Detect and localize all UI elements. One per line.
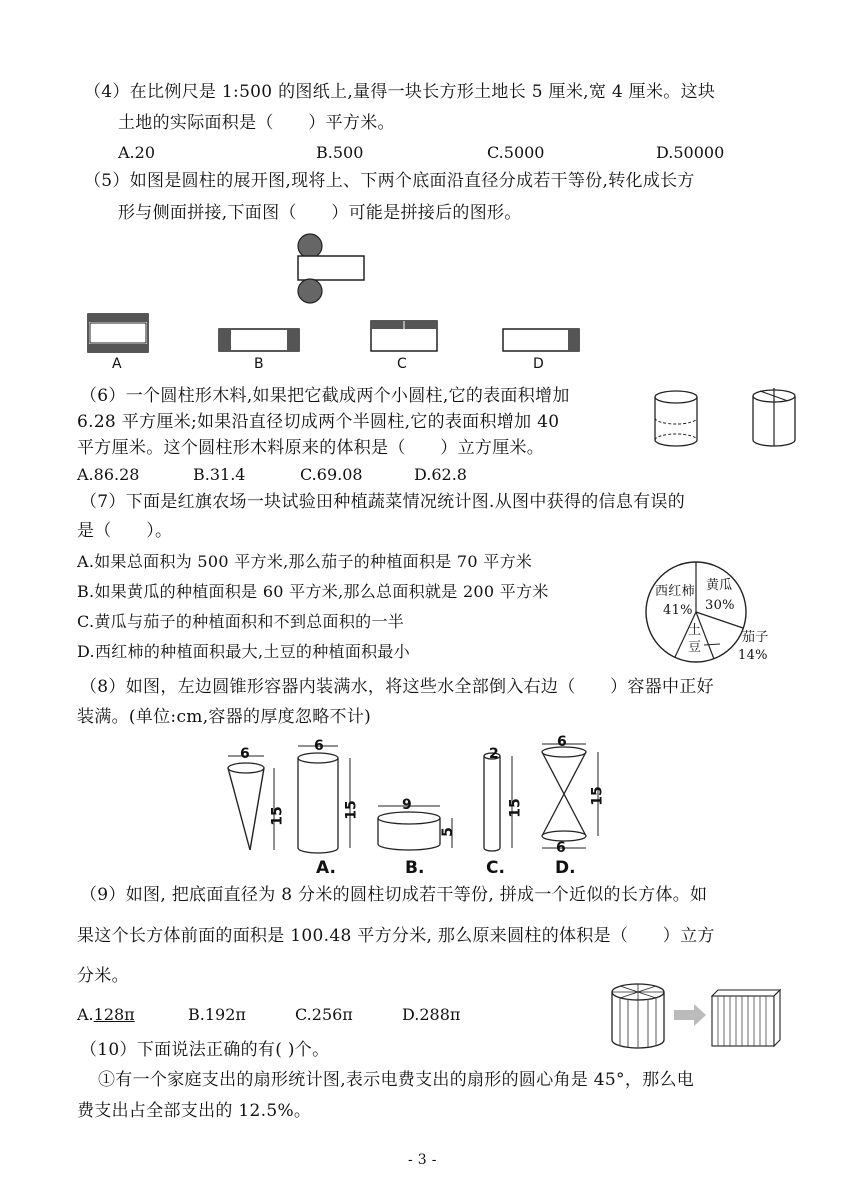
container-b-diameter-label: 9 (402, 797, 412, 813)
q7-option-b: B.如果黄瓜的种植面积是 60 平方米,那么总面积就是 200 平方米 (77, 582, 549, 601)
q8-line2: 装满。(单位:cm,容器的厚度忽略不计) (77, 707, 372, 727)
q4-option-d: D.50000 (656, 143, 725, 162)
cylinder-to-cuboid-figure (608, 982, 788, 1052)
q4-option-b: B.500 (316, 143, 364, 162)
q6-option-b: B.31.4 (193, 465, 246, 484)
container-c-diameter-label: 2 (489, 746, 499, 762)
q6-line1: （6）一个圆柱形木料,如果把它截成两个小圆柱,它的表面积增加 (80, 386, 570, 406)
cylinder-net-figure (290, 232, 370, 304)
pie-value-cucumber: 30% (705, 598, 735, 613)
q9-line3: 分米。 (77, 966, 129, 986)
q10-item1-line2: 费支出占全部支出的 12.5%。 (77, 1101, 312, 1121)
cone-diameter-label: 6 (240, 746, 250, 762)
q4-option-c: C.5000 (487, 143, 545, 162)
q9-option-a (77, 1004, 135, 1026)
pie-label-potato-2: 豆 (688, 640, 702, 655)
q5-figure-b (218, 328, 300, 352)
q5-line1: （5）如图是圆柱的展开图,现将上、下两个底面沿直径分成若干等份,转化成长方 (84, 171, 695, 191)
q4-option-a: A.20 (118, 143, 155, 162)
q5-line2: 形与侧面拼接,下面图（ ）可能是拼接后的图形。 (118, 203, 522, 223)
pie-label-eggplant: 茄子 (742, 630, 769, 645)
q7-option-d: D.西红柿的种植面积最大,土豆的种植面积最小 (77, 642, 411, 661)
pie-label-potato-1: 土 (688, 623, 702, 638)
q10-line1: （10）下面说法正确的有( )个。 (80, 1040, 330, 1060)
q7-line2: 是（ ）。 (77, 521, 173, 541)
q6-option-a: A.86.28 (77, 465, 140, 484)
q7-option-a: A.如果总面积为 500 平方米,那么茄子的种植面积是 70 平方米 (77, 552, 533, 571)
q5-figure-a (87, 313, 149, 353)
q9-line1: （9）如图, 把底面直径为 8 分米的圆柱切成若干等份, 拼成一个近似的长方体。如 (80, 885, 708, 905)
container-d-bottom-diameter-label: 6 (556, 840, 566, 856)
q5-figure-d (502, 328, 580, 352)
cylinder-horizontal-cut-figure (652, 388, 702, 450)
container-d-top-diameter-label: 6 (557, 734, 567, 750)
container-a-height-label: 15 (343, 800, 360, 820)
q6-option-c: C.69.08 (300, 465, 363, 484)
container-d-label: D. (555, 858, 576, 878)
q9-option-c: C.256π (295, 1005, 353, 1024)
cylinder-vertical-cut-figure (750, 386, 800, 450)
q9-option-a-value: 128π (93, 1005, 135, 1024)
q9-option-b: B.192π (188, 1005, 246, 1024)
cone-height-label: 15 (269, 806, 286, 826)
q5-figure-c (370, 320, 438, 352)
pie-label-tomato: 西红柿 (655, 584, 695, 599)
q4-line2: 土地的实际面积是（ ）平方米。 (118, 113, 395, 133)
container-c-label: C. (486, 858, 505, 878)
pie-value-eggplant: 14% (738, 648, 768, 663)
q8-line1: （8）如图，左边圆锥形容器内装满水，将这些水全部倒入右边（ ）容器中正好 (80, 677, 714, 697)
q7-line1: （7）下面是红旗农场一块试验田种植蔬菜情况统计图.从图中获得的信息有误的 (80, 492, 686, 512)
q9-line2: 果这个长方体前面的面积是 100.48 平方分米, 那么原来圆柱的体积是（ ）立方 (77, 926, 715, 946)
q6-option-d: D.62.8 (414, 465, 467, 484)
q7-option-c: C.黄瓜与茄子的种植面积和不到总面积的一半 (77, 612, 405, 631)
container-b-label: B. (405, 858, 425, 878)
q6-line2: 6.28 平方厘米;如果沿直径切成两个半圆柱,它的表面积增加 40 (77, 412, 560, 432)
page-number: - 3 - (408, 1152, 437, 1168)
q4-line1: （4）在比例尺是 1:500 的图纸上,量得一块长方形土地长 5 厘米,宽 4 厘米。这块 (84, 82, 716, 102)
q5-label-d: D (533, 356, 544, 372)
q5-label-b: B (254, 356, 264, 372)
container-d-height-label: 15 (589, 786, 606, 806)
container-a-diameter-label: 6 (314, 738, 324, 754)
cone-container-figure (224, 748, 284, 858)
q9-option-a-prefix: A. (77, 1005, 94, 1024)
q10-item1-line1: ①有一个家庭支出的扇形统计图,表示电费支出的扇形的圆心角是 45°，那么电 (98, 1070, 695, 1090)
container-c-height-label: 15 (507, 798, 524, 818)
q5-label-a: A (112, 356, 122, 372)
q5-label-c: C (397, 356, 407, 372)
container-a-label: A. (316, 858, 336, 878)
pie-label-cucumber: 黄瓜 (706, 578, 733, 593)
pie-value-tomato: 41% (663, 603, 693, 618)
container-b-height-label: 5 (439, 827, 456, 837)
q6-line3: 平方厘米。这个圆柱形木料原来的体积是（ ）立方厘米。 (77, 438, 545, 458)
q9-option-d: D.288π (402, 1005, 461, 1024)
